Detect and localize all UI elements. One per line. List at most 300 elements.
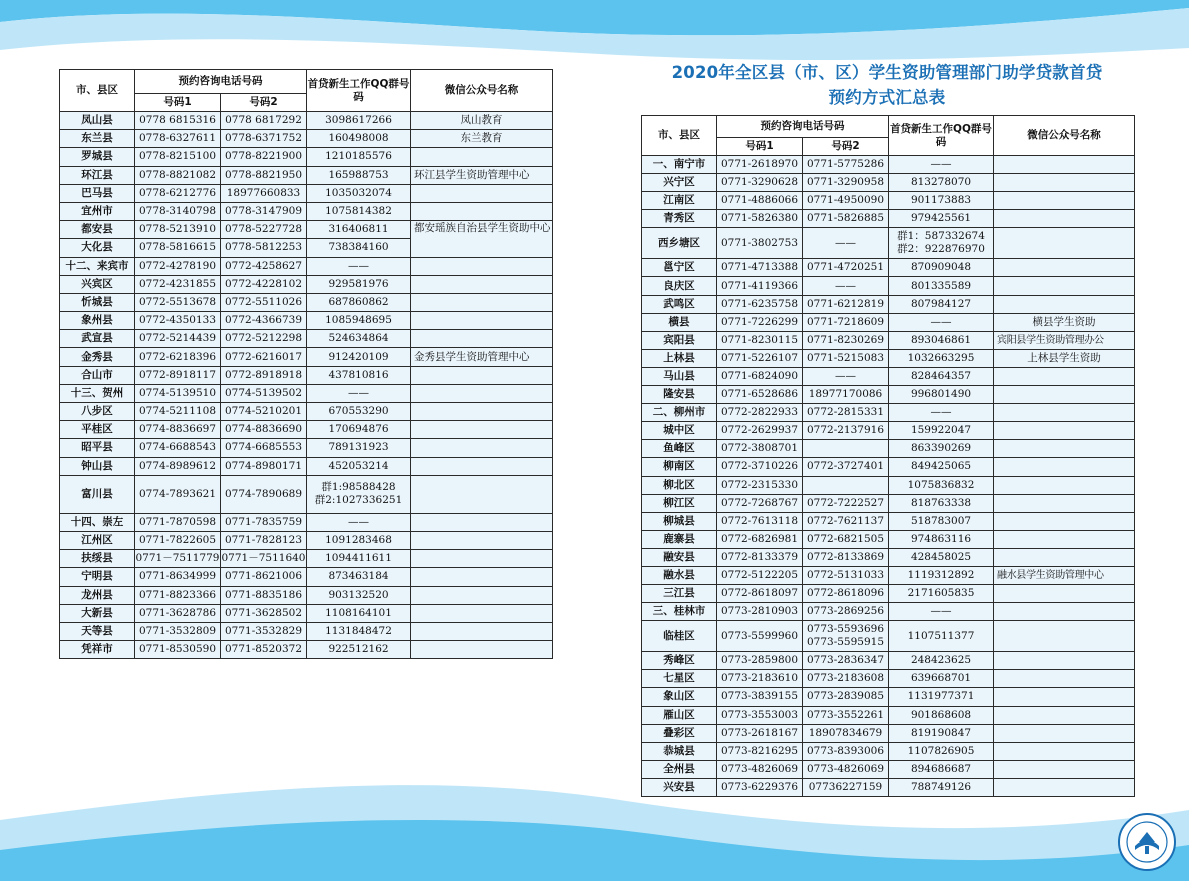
area-name: 秀峰区 (642, 652, 717, 670)
table-row (642, 349, 1135, 367)
wechat-account: 上林县学生资助 (994, 349, 1135, 367)
phone-1: 0771－7511779 (135, 550, 221, 568)
phone-2: 0771-5215083 (803, 349, 889, 367)
phone-1: 0773-2810903 (717, 603, 803, 621)
qq-group: 3098617266 (307, 112, 411, 130)
qq-group: 687860862 (307, 293, 411, 311)
phone-1: 0778-6327611 (135, 130, 221, 148)
phone-1: 0774-6688543 (135, 439, 221, 457)
wechat-account (411, 622, 553, 640)
wechat-account (411, 457, 553, 475)
phone-1: 0771-8230115 (717, 331, 803, 349)
phone-1: 0771-5826380 (717, 210, 803, 228)
phone-2: 0771-7828123 (221, 531, 307, 549)
wechat-account (411, 513, 553, 531)
area-name: 融安县 (642, 548, 717, 566)
area-name: 柳北区 (642, 476, 717, 494)
qq-group-2: 群2:1027336251 (314, 494, 403, 507)
qq-group-1: 群1:98588428 (321, 481, 396, 494)
area-name: 八步区 (60, 403, 135, 421)
right-contact-table (641, 115, 1135, 797)
phone-2: 0773-2839085 (803, 688, 889, 706)
table-row (642, 670, 1135, 688)
area-name: 叠彩区 (642, 724, 717, 742)
wechat-account: 融水县学生资助管理中心 (994, 566, 1135, 584)
phone-1: 0772-2315330 (717, 476, 803, 494)
wechat-account (994, 210, 1135, 228)
phone-2: 0771-4950090 (803, 192, 889, 210)
area-name: 宾阳县 (642, 331, 717, 349)
wechat-account (994, 367, 1135, 385)
qq-group: 1210185576 (307, 148, 411, 166)
wechat-account (411, 641, 553, 659)
phone-1: 0773-5599960 (717, 621, 803, 652)
area-name: 龙州县 (60, 586, 135, 604)
table-row (60, 366, 553, 384)
phone-2: —— (803, 367, 889, 385)
qq-group: 1075814382 (307, 202, 411, 220)
area-name: 雁山区 (642, 706, 717, 724)
table-row (60, 457, 553, 475)
phone-1: 0773-6229376 (717, 778, 803, 796)
area-name: 融水县 (642, 566, 717, 584)
area-name: 江州区 (60, 531, 135, 549)
wechat-account (994, 156, 1135, 174)
header-wechat: 微信公众号名称 (411, 70, 553, 112)
phone-1: 0772-7268767 (717, 494, 803, 512)
table-row (60, 348, 553, 366)
qq-group: 893046861 (889, 331, 994, 349)
phone-2: 0771-8621006 (221, 568, 307, 586)
wechat-account (411, 384, 553, 402)
qq-group: —— (889, 603, 994, 621)
table-row (60, 293, 553, 311)
qq-group: 863390269 (889, 440, 994, 458)
phone-1: 0778-5213910 (135, 221, 221, 239)
area-name: 环江县 (60, 166, 135, 184)
phone-1: 0778-8821082 (135, 166, 221, 184)
wechat-account: 凤山教育 (411, 112, 553, 130)
header-phone1: 号码1 (717, 138, 803, 156)
area-name: 兴宁区 (642, 174, 717, 192)
table-row (60, 586, 553, 604)
phone-2: 0771-3628502 (221, 604, 307, 622)
header-qq: 首贷新生工作QQ群号码 (889, 116, 994, 156)
qq-group: 437810816 (307, 366, 411, 384)
table-row (642, 174, 1135, 192)
qq-group: 1131848472 (307, 622, 411, 640)
student-aid-logo-icon (1117, 812, 1177, 872)
phone-2: 0772-5212298 (221, 330, 307, 348)
wechat-account (994, 259, 1135, 277)
phone-1: 0773-2183610 (717, 670, 803, 688)
phone-1: 0772-5122205 (717, 566, 803, 584)
qq-group: 1107511377 (889, 621, 994, 652)
wechat-account: 金秀县学生资助管理中心 (411, 348, 553, 366)
area-name: 忻城县 (60, 293, 135, 311)
table-row (642, 210, 1135, 228)
qq-group: —— (889, 404, 994, 422)
qq-group: —— (307, 384, 411, 402)
phone-1: 0772-4350133 (135, 312, 221, 330)
phone-2: 0772-8133869 (803, 548, 889, 566)
phone-2: 0771-8835186 (221, 586, 307, 604)
phone-1: 0774-8836697 (135, 421, 221, 439)
wechat-account (994, 778, 1135, 796)
table-row (60, 439, 553, 457)
phone-2: 07736227159 (803, 778, 889, 796)
phone-1: 0771-7822605 (135, 531, 221, 549)
phone-1: 0772-2629937 (717, 422, 803, 440)
qq-group: 452053214 (307, 457, 411, 475)
area-name: 江南区 (642, 192, 717, 210)
qq-group: 1032663295 (889, 349, 994, 367)
phone-2: 0772-6216017 (221, 348, 307, 366)
wechat-account (411, 568, 553, 586)
phone-2: 18977170086 (803, 386, 889, 404)
phone-2: 0772-2137916 (803, 422, 889, 440)
table-row (60, 403, 553, 421)
phone-2: 0771-8520372 (221, 641, 307, 659)
phone-1: 0778 6815316 (135, 112, 221, 130)
wechat-account (411, 475, 553, 513)
table-row (642, 259, 1135, 277)
phone-2: 0772-7222527 (803, 494, 889, 512)
phone-2: —— (803, 228, 889, 259)
phone-2: 0772-4258627 (221, 257, 307, 275)
qq-group: 912420109 (307, 348, 411, 366)
wechat-account (994, 724, 1135, 742)
area-name: 十三、贺州 (60, 384, 135, 402)
area-name: 大新县 (60, 604, 135, 622)
area-name: 昭平县 (60, 439, 135, 457)
phone-1: 0774-7893621 (135, 475, 221, 513)
phone-2: 0778-3147909 (221, 202, 307, 220)
area-name: 柳城县 (642, 512, 717, 530)
phone-1: 0773-4826069 (717, 760, 803, 778)
table-row (60, 166, 553, 184)
phone-2: 0771-7835759 (221, 513, 307, 531)
wechat-account (994, 621, 1135, 652)
qq-group: 670553290 (307, 403, 411, 421)
area-name: 良庆区 (642, 277, 717, 295)
qq-group: 996801490 (889, 386, 994, 404)
qq-group: 894686687 (889, 760, 994, 778)
header-qq: 首贷新生工作QQ群号码 (307, 70, 411, 112)
wechat-account (411, 293, 553, 311)
area-name: 西乡塘区 (642, 228, 717, 259)
phone-1: 0771-8634999 (135, 568, 221, 586)
page-title (612, 60, 1162, 110)
phone-1: 0771-6235758 (717, 295, 803, 313)
table-row (60, 513, 553, 531)
phone-1: 0772-4278190 (135, 257, 221, 275)
table-row (60, 202, 553, 220)
area-name: 青秀区 (642, 210, 717, 228)
qq-group: —— (307, 513, 411, 531)
qq-group: 979425561 (889, 210, 994, 228)
phone-2: 0771-7218609 (803, 313, 889, 331)
area-name: 兴宾区 (60, 275, 135, 293)
phone-2: 0773-2836347 (803, 652, 889, 670)
phone-2: 18907834679 (803, 724, 889, 742)
table-row (60, 312, 553, 330)
phone-1: 0771-3290628 (717, 174, 803, 192)
table-row (60, 384, 553, 402)
phone-1: 0773-2618167 (717, 724, 803, 742)
wechat-account (411, 257, 553, 275)
phone-1: 0774-5139510 (135, 384, 221, 402)
wechat-account (411, 330, 553, 348)
qq-group: 316406811 (307, 221, 411, 239)
wechat-account (994, 192, 1135, 210)
wechat-account (994, 174, 1135, 192)
phone-2: 0773-8393006 (803, 742, 889, 760)
table-row (60, 112, 553, 130)
phone-2: 0773-2869256 (803, 603, 889, 621)
table-row (642, 156, 1135, 174)
phone-1: 0771-6528686 (717, 386, 803, 404)
phone-1: 0771-4713388 (717, 259, 803, 277)
phone-2: 0772-5511026 (221, 293, 307, 311)
table-row (642, 548, 1135, 566)
phone-2 (803, 440, 889, 458)
area-name: 巴马县 (60, 184, 135, 202)
wechat-account (994, 494, 1135, 512)
wechat-account (994, 404, 1135, 422)
phone-2: 0774-6685553 (221, 439, 307, 457)
header-phone1: 号码1 (135, 94, 221, 112)
qq-group: 1131977371 (889, 688, 994, 706)
area-name: 凭祥市 (60, 641, 135, 659)
table-row (60, 330, 553, 348)
qq-group: —— (307, 257, 411, 275)
phone-2: 0771-5775286 (803, 156, 889, 174)
wechat-account (994, 277, 1135, 295)
area-name: 武宣县 (60, 330, 135, 348)
wechat-account (411, 586, 553, 604)
wechat-account (994, 603, 1135, 621)
area-name: 上林县 (642, 349, 717, 367)
header-wechat: 微信公众号名称 (994, 116, 1135, 156)
wechat-account (994, 688, 1135, 706)
table-row (642, 404, 1135, 422)
table-row (642, 228, 1135, 259)
phone-1: 0778-3140798 (135, 202, 221, 220)
phone-2: 0773-3552261 (803, 706, 889, 724)
header-area: 市、县区 (60, 70, 135, 112)
wechat-account (994, 530, 1135, 548)
area-name: 二、柳州市 (642, 404, 717, 422)
qq-group: 639668701 (889, 670, 994, 688)
table-row (60, 568, 553, 586)
phone-2: 0772-2815331 (803, 404, 889, 422)
phone-1: 0772-8618097 (717, 585, 803, 603)
table-row (642, 386, 1135, 404)
table-row (642, 530, 1135, 548)
area-name: 扶绥县 (60, 550, 135, 568)
phone-2: 0778-6371752 (221, 130, 307, 148)
phone-1: 0771-4886066 (717, 192, 803, 210)
area-name: 都安县 (60, 221, 135, 239)
phone-2: 0778-5812253 (221, 239, 307, 257)
area-name: 全州县 (642, 760, 717, 778)
wechat-account (411, 312, 553, 330)
qq-group: 789131923 (307, 439, 411, 457)
area-name: 兴安县 (642, 778, 717, 796)
table-row (60, 184, 553, 202)
phone-1: 0771-5226107 (717, 349, 803, 367)
qq-group: 870909048 (889, 259, 994, 277)
area-name: 象州县 (60, 312, 135, 330)
phone-1: 0772-5513678 (135, 293, 221, 311)
qq-group: 819190847 (889, 724, 994, 742)
qq-group: 518783007 (889, 512, 994, 530)
phone-1: 0772-8133379 (717, 548, 803, 566)
qq-group: 801335589 (889, 277, 994, 295)
phone-1: 0772-3808701 (717, 440, 803, 458)
qq-group: 1091283468 (307, 531, 411, 549)
phone-1: 0771-8823366 (135, 586, 221, 604)
wechat-account (994, 742, 1135, 760)
header-area: 市、县区 (642, 116, 717, 156)
qq-group: 1107826905 (889, 742, 994, 760)
phone-1: 0773-8216295 (717, 742, 803, 760)
phone-1: 0778-5816615 (135, 239, 221, 257)
qq-group: 901868608 (889, 706, 994, 724)
phone-1: 0772-4231855 (135, 275, 221, 293)
phone-1: 0773-3839155 (717, 688, 803, 706)
phone-1: 0772-6826981 (717, 530, 803, 548)
wechat-account (994, 386, 1135, 404)
area-name: 宁明县 (60, 568, 135, 586)
table-row (642, 494, 1135, 512)
qq-group: 248423625 (889, 652, 994, 670)
qq-group: 849425065 (889, 458, 994, 476)
phone-2: 0778 6817292 (221, 112, 307, 130)
table-row (642, 313, 1135, 331)
phone-1: 0771-7870598 (135, 513, 221, 531)
table-row (60, 604, 553, 622)
table-row (642, 458, 1135, 476)
wechat-account (411, 366, 553, 384)
phone-2-b: 0773-5595915 (806, 636, 885, 649)
table-row (642, 277, 1135, 295)
area-name: 钟山县 (60, 457, 135, 475)
qq-group: 524634864 (307, 330, 411, 348)
phone-1: 0771-3802753 (717, 228, 803, 259)
wechat-account: 东兰教育 (411, 130, 553, 148)
phone-2 (803, 476, 889, 494)
table-row (642, 652, 1135, 670)
phone-1: 0771-8530590 (135, 641, 221, 659)
qq-group: 974863116 (889, 530, 994, 548)
table-row (642, 760, 1135, 778)
area-name: 城中区 (642, 422, 717, 440)
phone-2: 0771-5826885 (803, 210, 889, 228)
table-row (642, 603, 1135, 621)
area-name: 合山市 (60, 366, 135, 384)
qq-group: 428458025 (889, 548, 994, 566)
wechat-account (411, 275, 553, 293)
qq-group: 1119312892 (889, 566, 994, 584)
wechat-account (411, 202, 553, 220)
qq-group (889, 228, 994, 259)
area-name: 邕宁区 (642, 259, 717, 277)
area-name: 马山县 (642, 367, 717, 385)
table-row (642, 192, 1135, 210)
table-row (642, 742, 1135, 760)
qq-group: 873463184 (307, 568, 411, 586)
qq-group: 738384160 (307, 239, 411, 257)
qq-group: 901173883 (889, 192, 994, 210)
phone-2: 0772-5131033 (803, 566, 889, 584)
area-name: 鹿寨县 (642, 530, 717, 548)
phone-2: 0771-3532829 (221, 622, 307, 640)
phone-1: 0771-3628786 (135, 604, 221, 622)
table-row (60, 130, 553, 148)
table-row (642, 585, 1135, 603)
phone-1: 0778-8215100 (135, 148, 221, 166)
area-name: 恭城县 (642, 742, 717, 760)
wechat-account (994, 548, 1135, 566)
qq-group: —— (889, 156, 994, 174)
table-row (642, 621, 1135, 652)
phone-1: 0772-5214439 (135, 330, 221, 348)
table-row (60, 275, 553, 293)
phone-2: 0772-8918918 (221, 366, 307, 384)
phone-2: 18977660833 (221, 184, 307, 202)
qq-group: 1075836832 (889, 476, 994, 494)
phone-1: 0773-3553003 (717, 706, 803, 724)
area-name: 天等县 (60, 622, 135, 640)
wechat-account (994, 476, 1135, 494)
phone-1: 0772-8918117 (135, 366, 221, 384)
qq-group: 929581976 (307, 275, 411, 293)
phone-2: 0772-4366739 (221, 312, 307, 330)
area-name: 隆安县 (642, 386, 717, 404)
title-line-2: 预约方式汇总表 (828, 88, 946, 107)
area-name: 罗城县 (60, 148, 135, 166)
phone-1: 0778-6212776 (135, 184, 221, 202)
qq-group: 170694876 (307, 421, 411, 439)
table-row (642, 331, 1135, 349)
phone-2: 0774-8836690 (221, 421, 307, 439)
phone-2: 0773-2183608 (803, 670, 889, 688)
qq-group: —— (889, 313, 994, 331)
phone-1: 0771-3532809 (135, 622, 221, 640)
wechat-account (994, 706, 1135, 724)
wechat-account (411, 550, 553, 568)
table-row (642, 422, 1135, 440)
qq-group: 159922047 (889, 422, 994, 440)
area-name: 三江县 (642, 585, 717, 603)
phone-1: 0772-7613118 (717, 512, 803, 530)
phone-2: 0771-4720251 (803, 259, 889, 277)
phone-1: 0774-8989612 (135, 457, 221, 475)
qq-group: 165988753 (307, 166, 411, 184)
phone-2: 0773-4826069 (803, 760, 889, 778)
wechat-account (994, 295, 1135, 313)
phone-1: 0771-6824090 (717, 367, 803, 385)
area-name: 横县 (642, 313, 717, 331)
table-row (60, 531, 553, 549)
phone-2: 0772-7621137 (803, 512, 889, 530)
header-phone: 预约咨询电话号码 (717, 116, 889, 138)
table-row (642, 295, 1135, 313)
table-row (60, 257, 553, 275)
wechat-account (411, 148, 553, 166)
